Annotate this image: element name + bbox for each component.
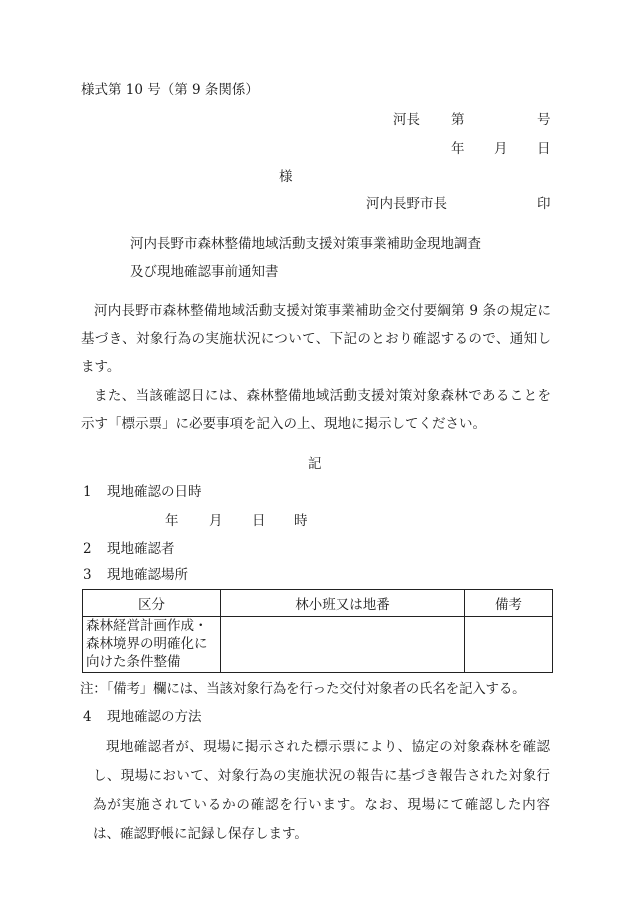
table-header-row	[83, 590, 553, 617]
date-month: 月	[494, 141, 508, 157]
date-day: 日	[537, 141, 551, 157]
header-lot-number: 林小班又は地番	[221, 590, 465, 617]
form-number: 様式第 10 号（第 9 条関係）	[81, 82, 259, 98]
issuer-name: 河内長野市長	[366, 196, 447, 212]
body-paragraph-2: また、当該確認日には、森林整備地域活動支援対策対象森林であることを示す「標示票」に必要事項を記入の上、現地に掲示してください。	[81, 388, 551, 432]
recipient-suffix: 様	[279, 169, 293, 185]
table-row	[83, 617, 553, 673]
document-number-prefix: 河長	[393, 112, 420, 128]
item1-label: 現地確認の日時	[107, 484, 202, 500]
category-text: 森林経営計画作成・ 森林境界の明確化に 向けた条件整備	[86, 618, 208, 670]
date-year: 年	[451, 141, 465, 157]
item2-label: 現地確認者	[107, 541, 175, 557]
item3-label: 現地確認場所	[107, 567, 188, 583]
ki-heading: 記	[308, 456, 322, 472]
header-remarks: 備考	[465, 590, 553, 617]
document-number-go: 号	[537, 112, 551, 128]
item3-number: 3	[83, 567, 92, 583]
item4-number: 4	[83, 709, 92, 725]
lot-number-cell	[221, 617, 465, 673]
item4-label: 現地確認の方法	[107, 709, 202, 725]
remarks-cell	[465, 617, 553, 673]
datetime-hour: 時	[294, 513, 308, 529]
category-cell	[83, 617, 221, 673]
document-title-line2: 及び現地確認事前通知書	[130, 264, 279, 280]
table-note: 注：「備考」欄には、当該対象行為を行った交付対象者の氏名を記入する。	[80, 681, 526, 697]
seal-mark: 印	[537, 196, 551, 212]
document-title-line1: 河内長野市森林整備地域活動支援対策事業補助金現地調査	[130, 236, 481, 252]
header-category: 区分	[83, 590, 221, 617]
method-description: 現地確認者が、現場に掲示された標示票により、協定の対象森林を確認し、現場において、対象行為の実施状況の報告に基づき報告された対象行為が実施されているかの確認を行います。なお、現場にて確認した内容は、確認野帳に記録し保存します。	[93, 739, 550, 842]
site-table	[82, 589, 553, 673]
body-paragraph-1: 河内長野市森林整備地域活動支援対策事業補助金交付要綱第 9 条の規定に基づき、対象行為の実施状況について、下記のとおり確認するので、通知します。	[81, 303, 551, 375]
datetime-day: 日	[252, 513, 266, 529]
datetime-year: 年	[165, 513, 179, 529]
document-number-dai: 第	[451, 112, 465, 128]
item1-number: 1	[83, 484, 92, 500]
datetime-month: 月	[209, 513, 223, 529]
item2-number: 2	[83, 541, 92, 557]
